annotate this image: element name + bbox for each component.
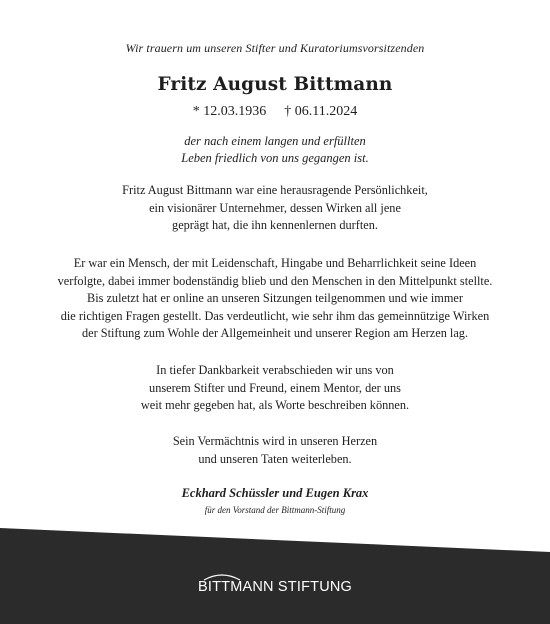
intro-line: Wir trauern um unseren Stifter und Kuratoriumsvorsitzenden	[125, 41, 425, 55]
quote-line: der nach einem langen und erfüllten	[184, 134, 366, 148]
paragraph-line: Sein Vermächtnis wird in unseren Herzen	[172, 434, 378, 448]
paragraph-line: ein visionärer Unternehmer, dessen Wirken all jene	[149, 200, 401, 215]
paragraph-line: In tiefer Dankbarkeit verabschieden wir uns von	[156, 363, 394, 377]
paragraph-line: weit mehr gegeben hat, als Worte beschreiben können.	[140, 398, 410, 413]
birth-date: * 12.03.1936	[192, 104, 267, 119]
deceased-name: Fritz August Bittmann	[157, 74, 393, 95]
paragraph-line: Er war ein Mensch, der mit Leidenschaft, Hingabe und Beharrlichkeit seine Ideen	[73, 256, 477, 270]
paragraph-line: Fritz August Bittmann war eine herausragende Persönlichkeit,	[122, 183, 428, 197]
paragraph-line: geprägt hat, die ihn kennenlernen durften.	[172, 218, 378, 233]
logo-arc-icon	[202, 569, 242, 581]
logo-text: BITTMANN STIFTUNG	[197, 579, 353, 595]
paragraph-line: verfolgte, dabei immer bodenständig blieb und den Menschen in den Mittelpunkt stellte.	[57, 273, 493, 288]
paragraph-line: und unseren Taten weiterleben.	[198, 451, 352, 466]
paragraph-line: unserem Stifter und Freund, einem Mentor, der uns	[149, 380, 401, 395]
signers-subtitle: für den Vorstand der Bittmann-Stiftung	[204, 505, 346, 515]
paragraph-line: der Stiftung zum Wohle der Allgemeinheit und unserer Region am Herzen lag.	[81, 326, 469, 341]
signers: Eckhard Schüssler und Eugen Krax	[181, 486, 369, 500]
quote-line: Leben friedlich von uns gegangen ist.	[181, 151, 369, 165]
footer-band-shape	[0, 528, 550, 624]
death-date: † 06.11.2024	[284, 104, 358, 119]
paragraph-line: Bis zuletzt hat er online an unseren Sitzungen teilgenommen und wie immer	[87, 291, 463, 306]
foundation-logo	[0, 579, 550, 595]
paragraph-line: die richtigen Fragen gestellt. Das verdeutlicht, wie sehr ihm das gemeinnützige Wirken	[60, 308, 490, 323]
